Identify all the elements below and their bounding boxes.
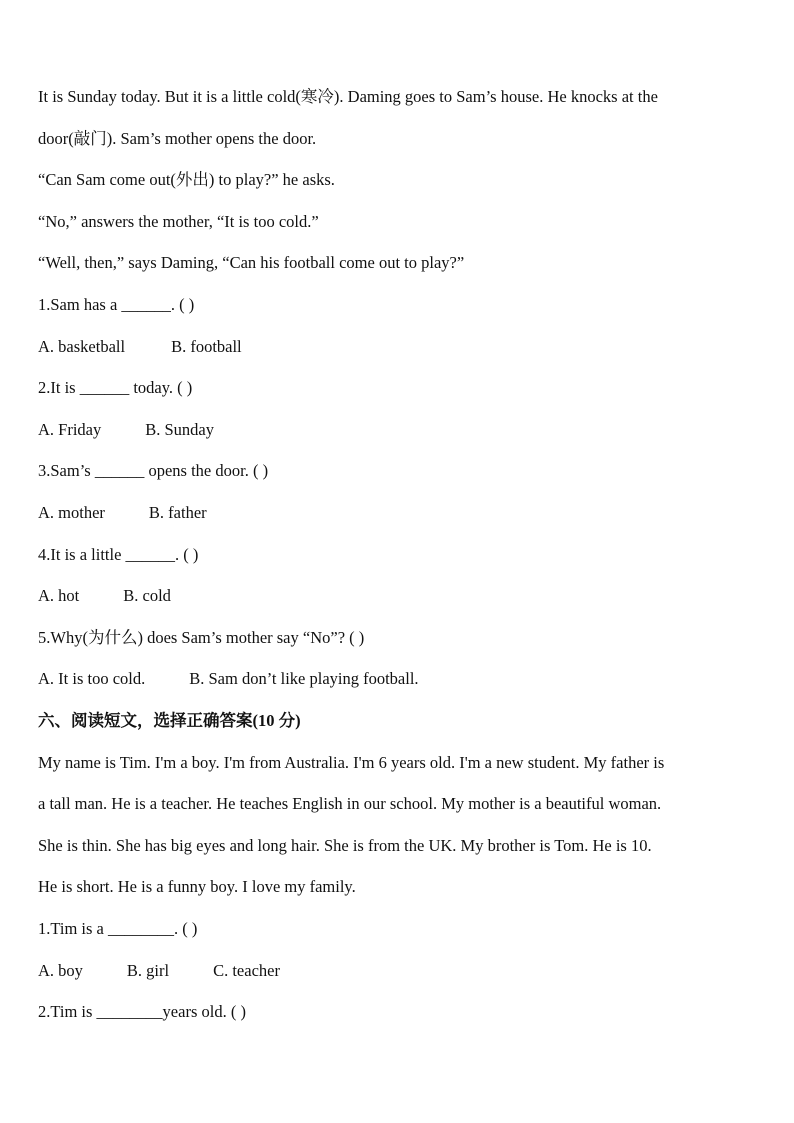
question-5: 5.Why(为什么) does Sam’s mother say “No”? ( )	[38, 628, 365, 647]
option-b: B. girl	[126, 961, 170, 980]
passage1-line-2: door(敲门). Sam’s mother opens the door.	[38, 129, 317, 148]
option-b: B. father	[148, 503, 207, 522]
question-1: 1.Sam has a ______. ( )	[38, 295, 195, 314]
passage1-line-1: It is Sunday today. But it is a little cold(寒冷). Daming goes to Sam’s house. He knocks at the	[38, 87, 658, 106]
passage2-line-1: My name is Tim. I'm a boy. I'm from Australia. I'm 6 years old. I'm a new student. My father is	[38, 753, 665, 772]
question-2: 2.It is ______ today. ( )	[38, 378, 193, 397]
passage2-line-4: He is short. He is a funny boy. I love my family.	[38, 877, 356, 896]
option-a: A. mother	[38, 503, 105, 522]
option-b: B. cold	[123, 586, 171, 605]
options-1	[38, 336, 758, 358]
options-5	[38, 668, 758, 690]
option-b: B. Sunday	[145, 420, 215, 439]
options-3	[38, 502, 758, 524]
option-b: B. football	[171, 337, 242, 356]
section6-question-2: 2.Tim is ________years old. ( )	[38, 1002, 246, 1021]
option-a: A. It is too cold.	[38, 669, 146, 688]
passage2-line-2: a tall man. He is a teacher. He teaches English in our school. My mother is a beautiful woman.	[38, 794, 662, 813]
passage2-line-3: She is thin. She has big eyes and long hair. She is from the UK. My brother is Tom. He is 10.	[38, 836, 652, 855]
option-a: A. Friday	[38, 420, 102, 439]
question-3: 3.Sam’s ______ opens the door. ( )	[38, 461, 269, 480]
passage1-line-4: “No,” answers the mother, “It is too cold.”	[38, 212, 319, 231]
passage1-line-3: “Can Sam come out(外出) to play?” he asks.	[38, 170, 335, 189]
option-c: C. teacher	[213, 961, 280, 980]
section6-question-1: 1.Tim is a ________. ( )	[38, 919, 198, 938]
options-2	[38, 419, 758, 441]
options-4	[38, 585, 758, 607]
section6-options-1	[38, 960, 758, 982]
option-a: A. basketball	[38, 337, 126, 356]
option-b: B. Sam don’t like playing football.	[189, 669, 419, 688]
section-heading: 六、阅读短文，选择正确答案(10 分)	[38, 711, 301, 730]
question-4: 4.It is a little ______. ( )	[38, 545, 199, 564]
passage1-line-5: “Well, then,” says Daming, “Can his football come out to play?”	[38, 253, 465, 272]
option-a: A. hot	[38, 586, 80, 605]
option-a: A. boy	[38, 961, 83, 980]
